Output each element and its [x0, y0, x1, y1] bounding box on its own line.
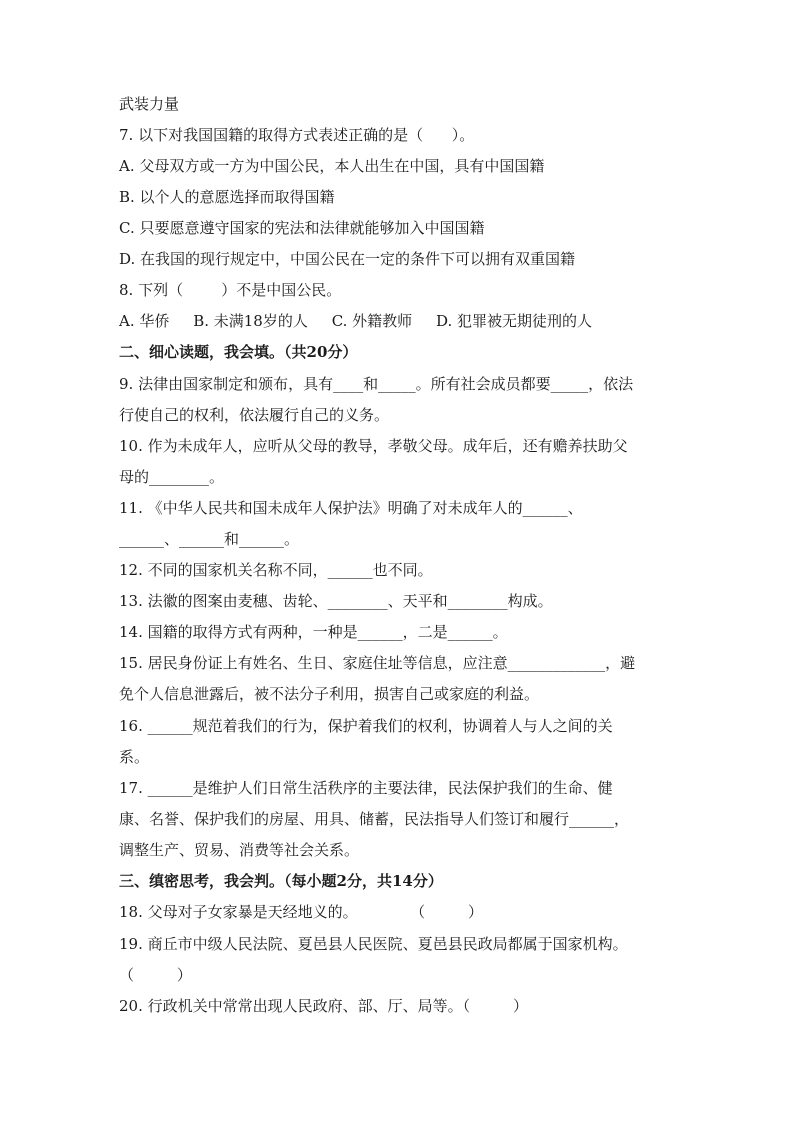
question-13: 13. 法徽的图案由麦穗、齿轮、________、天平和________构成。 — [119, 592, 553, 610]
section-3-heading: 三、缜密思考，我会判。（每小题2分，共14分） — [119, 872, 443, 890]
question-18: 18. 父母对子女家暴是天经地义的。 （ ） — [119, 903, 483, 921]
question-10-cont: 母的________。 — [119, 468, 225, 486]
question-9-cont: 行使自己的权利，依法履行自己的义务。 — [119, 406, 390, 424]
text-line: 武装力量 — [119, 95, 180, 113]
question-20: 20. 行政机关中常常出现人民政府、部、厅、局等。（ ） — [119, 997, 529, 1015]
question-19: 19. 商丘市中级人民法院、夏邑县人民医院、夏邑县民政局都属于国家机构。 — [119, 935, 628, 953]
question-15-cont: 免个人信息泄露后，被不法分子利用，损害自己或家庭的利益。 — [119, 685, 540, 703]
question-15: 15. 居民身份证上有姓名、生日、家庭住址等信息，应注意_____________，避 — [119, 654, 636, 672]
section-2-heading: 二、细心读题，我会填。（共20分） — [119, 343, 358, 361]
question-9: 9. 法律由国家制定和颁布，具有____和_____。所有社会成员都要_____，依法 — [119, 375, 634, 393]
question-17-cont-2: 调整生产、贸易、消费等社会关系。 — [119, 841, 360, 859]
question-7-option-b: B. 以个人的意愿选择而取得国籍 — [119, 188, 335, 206]
question-12: 12. 不同的国家机关名称不同，______也不同。 — [119, 561, 433, 579]
question-16-cont: 系。 — [119, 748, 150, 766]
question-17: 17. ______是维护人们日常生活秩序的主要法律，民法保护我们的生命、健 — [119, 779, 613, 797]
question-17-cont: 康、名誉、保护我们的房屋、用具、储蓄，民法指导人们签订和履行______， — [119, 810, 630, 828]
question-7-option-a: A. 父母双方或一方为中国公民，本人出生在中国，具有中国国籍 — [119, 157, 545, 175]
question-8: 8. 下列（ ）不是中国公民。 — [119, 281, 342, 299]
question-7-option-d: D. 在我国的现行规定中，中国公民在一定的条件下可以拥有双重国籍 — [119, 250, 576, 268]
question-11-cont: ______、______和______。 — [119, 530, 300, 548]
question-16: 16. ______规范着我们的行为，保护着我们的权利，协调着人与人之间的关 — [119, 717, 613, 735]
question-7: 7. 以下对我国国籍的取得方式表述正确的是（ ）。 — [119, 126, 475, 144]
question-19-cont: （ ） — [119, 966, 192, 984]
question-11: 11. 《中华人民共和国未成年人保护法》明确了对未成年人的______、 — [119, 499, 583, 517]
question-14: 14. 国籍的取得方式有两种，一种是______，二是______。 — [119, 623, 508, 641]
question-7-option-c: C. 只要愿意遵守国家的宪法和法律就能够加入中国国籍 — [119, 219, 485, 237]
question-8-options: A. 华侨 B. 未满18岁的人 C. 外籍教师 D. 犯罪被无期徒刑的人 — [119, 312, 593, 330]
question-10: 10. 作为未成年人，应听从父母的教导，孝敬父母。成年后，还有赡养扶助父 — [119, 437, 628, 455]
